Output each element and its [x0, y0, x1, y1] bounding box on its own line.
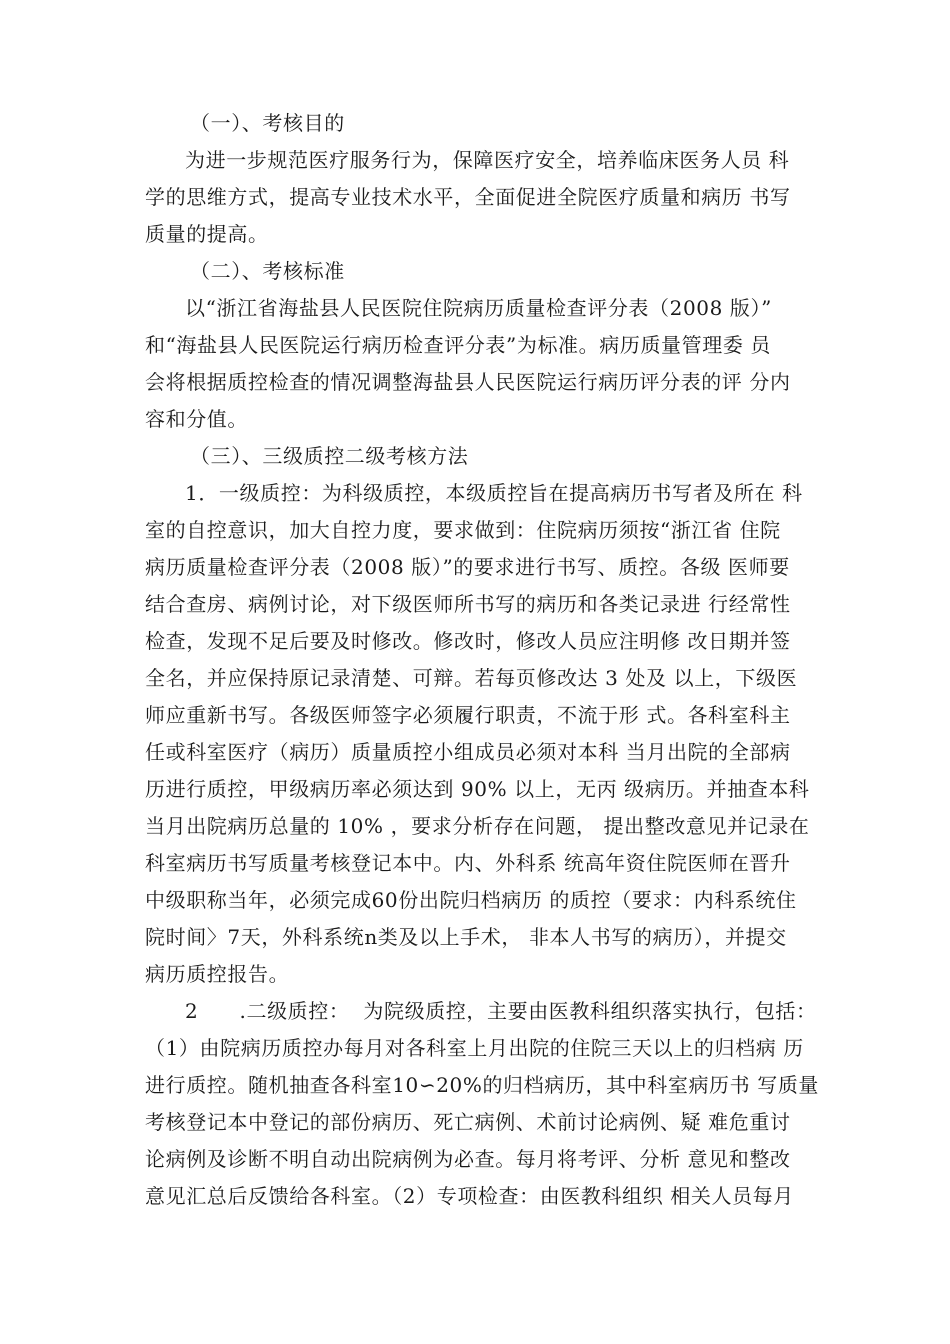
paragraph-line: 考核登记本中登记的部份病历、死亡病例、术前讨论病例、疑 难危重讨: [145, 1110, 791, 1134]
paragraph-line: 检查，发现不足后要及时修改。修改时，修改人员应注明修 改日期并签: [145, 629, 791, 653]
paragraph-line: 进行质控。随机抽查各科室10∽20%的归档病历，其中科室病历书 写质量: [145, 1073, 820, 1097]
section-heading-2: （二）、考核标准: [190, 259, 345, 283]
document-page: [145, 105, 835, 1215]
paragraph-line: 以“浙江省海盐县人民医院住院病历质量检查评分表（2008 版）”: [185, 296, 772, 320]
paragraph-line: 科室病历书写质量考核登记本中。内、外科系 统高年资住院医师在晋升: [145, 851, 791, 875]
paragraph-line: 质量的提高。: [145, 222, 269, 246]
paragraph-line: 意见汇总后反馈给各科室。（2）专项检查：由医教科组织 相关人员每月: [145, 1184, 794, 1208]
paragraph-line: 院时间〉7天，外科系统n类及以上手术， 非本人书写的病历），并提交: [145, 925, 787, 949]
paragraph-line: 和“海盐县人民医院运行病历检查评分表”为标准。病历质量管理委 员: [145, 333, 772, 357]
paragraph-line: 论病例及诊断不明自动出院病例为必查。每月将考评、分析 意见和整改: [145, 1147, 791, 1171]
paragraph-line: 当月出院病历总量的 10% ，要求分析存在问题， 提出整改意见并记录在: [145, 814, 810, 838]
paragraph-line: 为进一步规范医疗服务行为，保障医疗安全，培养临床医务人员 科: [185, 148, 790, 172]
paragraph-line: 全名，并应保持原记录清楚、可辩。若每页修改达 3 处及 以上，下级医: [145, 666, 798, 690]
paragraph-line: 病历质控报告。: [145, 962, 290, 986]
paragraph-line: 2 .二级质控： 为院级质控，主要由医教科组织落实执行，包括：: [185, 999, 817, 1023]
paragraph-line: 病历质量检查评分表（2008 版）”的要求进行书写、质控。各级 医师要: [145, 555, 790, 579]
paragraph-line: 会将根据质控检查的情况调整海盐县人民医院运行病历评分表的评 分内: [145, 370, 791, 394]
paragraph-line: 室的自控意识，加大自控力度，要求做到：住院病历须按“浙江省 住院: [145, 518, 781, 542]
paragraph-line: （1）由院病历质控办每月对各科室上月出院的住院三天以上的归档病 历: [145, 1036, 804, 1060]
paragraph-line: 中级职称当年，必须完成60份出院归档病历 的质控（要求：内科系统住: [145, 888, 797, 912]
section-heading-3: （三）、三级质控二级考核方法: [190, 444, 469, 468]
section-heading-1: （一）、考核目的: [190, 111, 345, 135]
paragraph-line: 容和分值。: [145, 407, 248, 431]
paragraph-line: 结合查房、病例讨论，对下级医师所书写的病历和各类记录进 行经常性: [145, 592, 791, 616]
paragraph-line: 师应重新书写。各级医师签字必须履行职责，不流于形 式。各科室科主: [145, 703, 791, 727]
paragraph-line: 历进行质控，甲级病历率必须达到 90% 以上，无丙 级病历。并抽查本科: [145, 777, 810, 801]
paragraph-line: 1．一级质控：为科级质控，本级质控旨在提高病历书写者及所在 科: [185, 481, 803, 505]
paragraph-line: 学的思维方式，提高专业技术水平，全面促进全院医疗质量和病历 书写: [145, 185, 791, 209]
paragraph-line: 任或科室医疗（病历）质量质控小组成员必须对本科 当月出院的全部病: [145, 740, 791, 764]
